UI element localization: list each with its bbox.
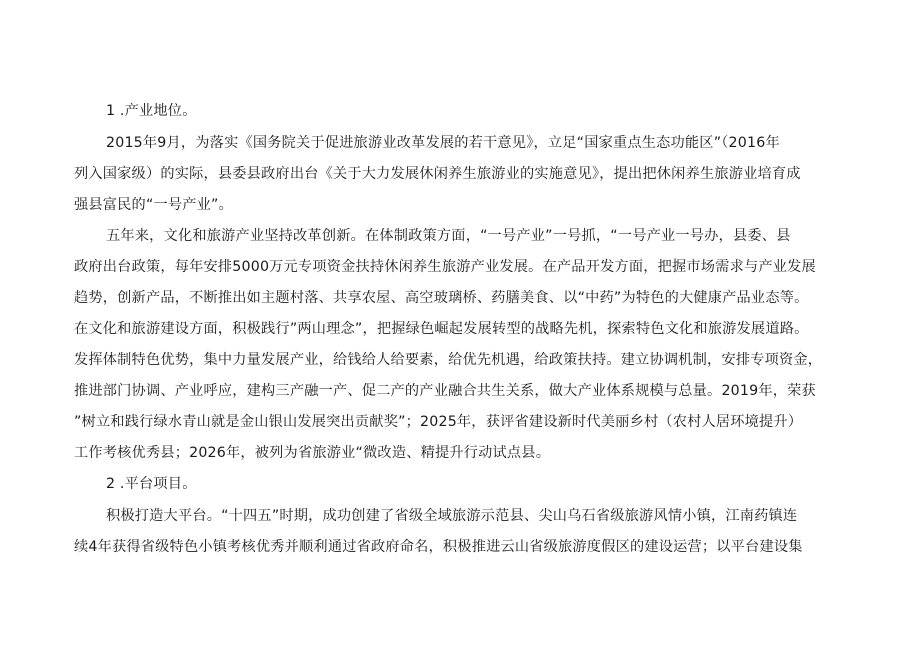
paragraph-2-line-8: 工作考核优秀县；2026年，被列为省旅游业“微改造、精提升行动试点县。 (74, 445, 551, 461)
paragraph-2-line-4: 在文化和旅游建设方面，积极践行”两山理念”，把握绿色崛起发展转型的战略先机，探索特色文化和旅游发展道路。 (74, 321, 809, 337)
paragraph-2-line-1: 五年来，文化和旅游产业坚持改革创新。在体制政策方面，“一号产业”一号抓，“一号产业一号办，县委、县 (106, 228, 791, 244)
paragraph-3-line-1: 积极打造大平台。“十四五”时期，成功创建了省级全域旅游示范县、尖山乌石省级旅游风情小镇，江南药镇连 (106, 508, 798, 524)
paragraph-1-line-3: 强县富民的“一号产业”。 (74, 197, 233, 213)
paragraph-2-line-6: 推进部门协调、产业呼应，建构三产融一产、促二产的产业融合共生关系，做大产业体系规模与总量。2019年，荣获 (74, 383, 816, 399)
paragraph-1-line-2: 列入国家级）的实际，县委县政府出台《关于大力发展休闲养生旅游业的实施意见》，提出把休闲养生旅游业培育成 (74, 166, 801, 182)
paragraph-2-line-7: ”树立和践行绿水青山就是金山银山发展突出贡献奖”；2025年，获评省建设新时代美丽乡村（农村人居环境提升） (74, 414, 803, 430)
paragraph-3-line-2: 续4年获得省级特色小镇考核优秀并顺利通过省政府命名，积极推进云山省级旅游度假区的建设运营；以平台建设集 (74, 539, 803, 555)
section-heading-1: 1 .产业地位。 (106, 103, 197, 119)
paragraph-2-line-3: 趋势，创新产品，不断推出如主题村落、共享农屋、高空玻璃桥、药膳美食、以“中药”为特色的大健康产品业态等。 (74, 290, 809, 306)
paragraph-1-line-1: 2015年9月，为落实《国务院关于促进旅游业改革发展的若干意见》，立足“国家重点生态功能区”（2016年 (106, 135, 780, 151)
section-heading-2: 2 .平台项目。 (106, 476, 197, 492)
paragraph-2-line-2: 政府出台政策，每年安排5000万元专项资金扶持休闲养生旅游产业发展。在产品开发方面，把握市场需求与产业发展 (74, 259, 816, 275)
paragraph-2-line-5: 发挥体制特色优势，集中力量发展产业，给钱给人给要素，给优先机遇，给政策扶持。建立协调机制，安排专项资金， (74, 352, 823, 368)
